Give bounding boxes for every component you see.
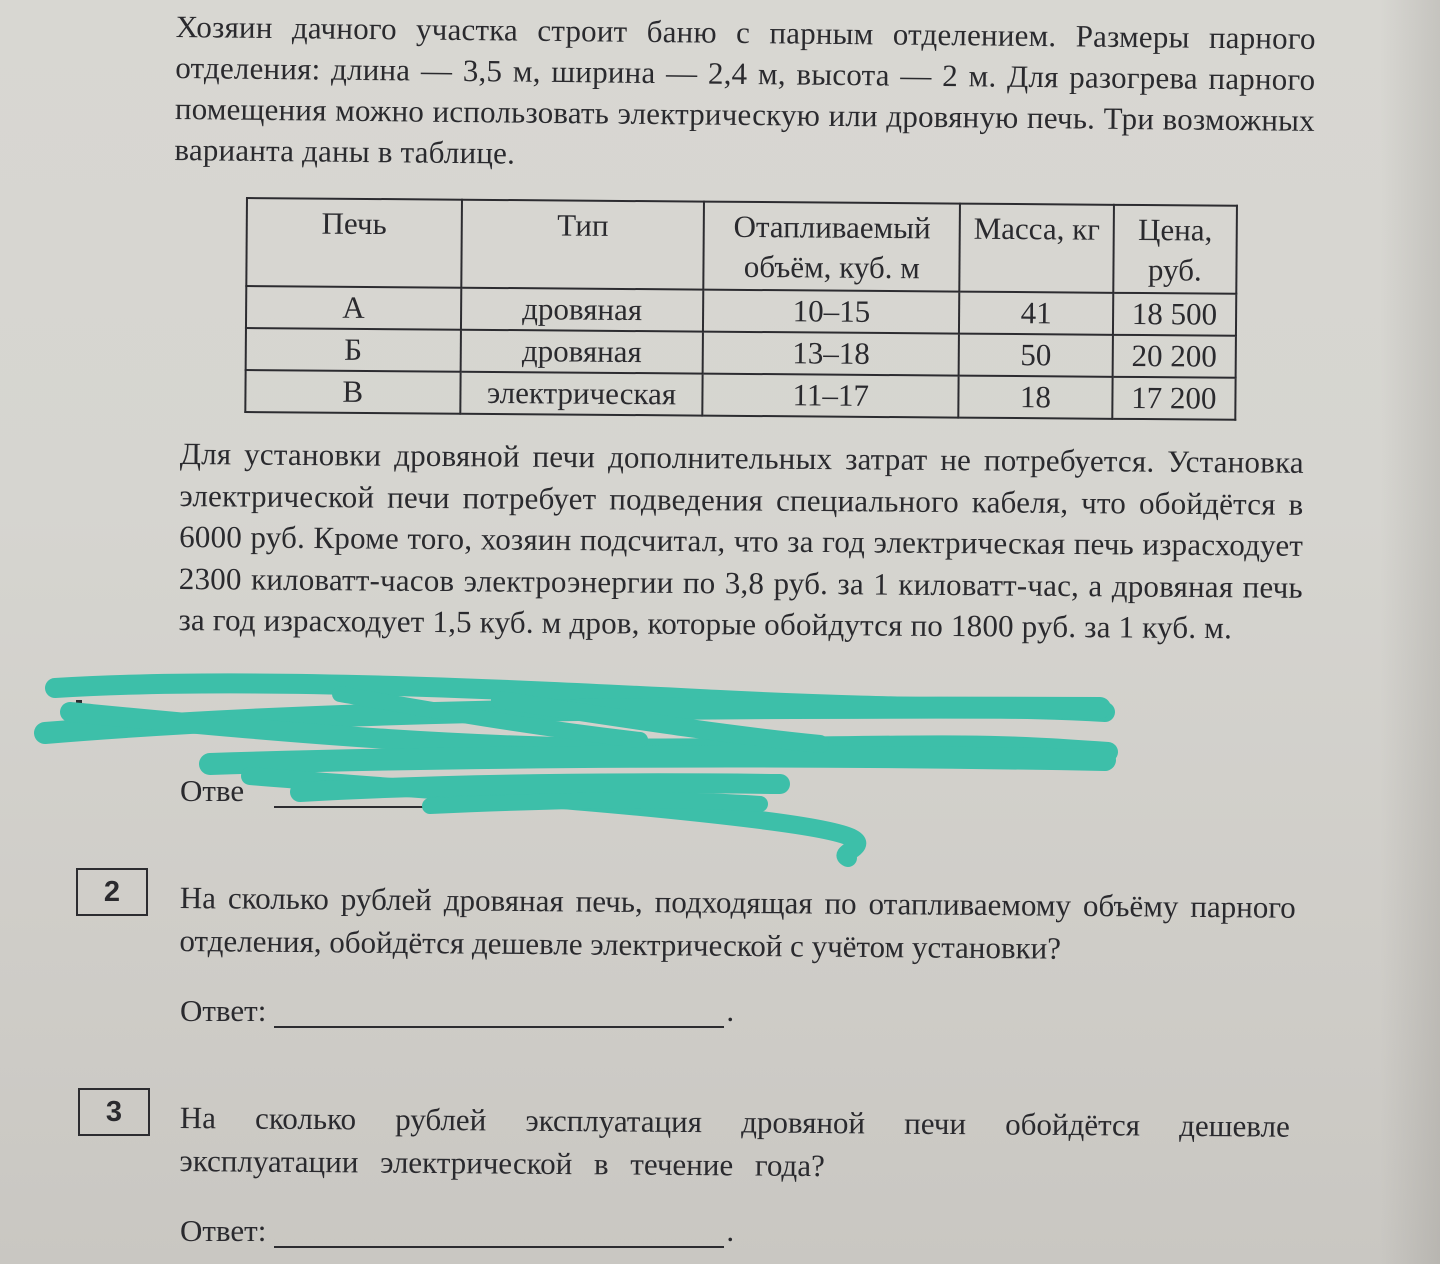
cell-mass: 50	[959, 334, 1113, 377]
header-volume: Отапливаемый объём, куб. м	[704, 202, 961, 292]
task2-question: На сколько рублей дровяная печь, подходящая по отапливаемому объёму парного отделения, обойдётся дешевле электрической с учётом установки?	[179, 879, 1296, 966]
task1-box-edge	[76, 700, 82, 730]
cell-volume: 11–17	[703, 374, 959, 418]
cell-stove: Б	[246, 328, 461, 372]
cell-volume: 13–18	[703, 332, 959, 376]
task2-answer-dot: .	[726, 993, 735, 1028]
page-edge-shadow	[1380, 0, 1440, 1264]
task3-question: На сколько рублей эксплуатация дровяной печи обойдётся дешевле эксплуатации электрической в течение года?	[179, 1099, 1290, 1184]
problem-conditions: Для установки дровяной печи дополнительных затрат не потребуется. Установка электрической печи потребует подведения специального кабеля, что обойдётся в 6000 руб. Кроме того, хозяин подсчитал, что за год электрическая печь израсходует 2300 киловатт-часов электроэнергии по 3,8 руб. за 1 киловатт-час, а дровяная печь за год израсходует 1,5 куб. м дров, которые обойдутся по 1800 руб. за 1 куб. м.	[178, 435, 1304, 646]
cell-price: 17 200	[1112, 377, 1236, 420]
task3-answer	[180, 1214, 734, 1248]
cell-price: 20 200	[1112, 335, 1236, 378]
cell-type: дровяная	[461, 288, 704, 332]
header-mass: Масса, кг	[960, 204, 1114, 293]
task3-answer-label: Ответ:	[180, 1213, 267, 1248]
task1-answer	[180, 774, 734, 808]
task1-fragment: .	[1030, 716, 1038, 751]
task2-answer-line[interactable]	[274, 996, 724, 1028]
task2-answer	[180, 994, 734, 1028]
table-row	[245, 370, 1235, 420]
task3-number-box: 3	[78, 1088, 150, 1136]
cell-type: электрическая	[460, 372, 703, 416]
cell-type: дровяная	[460, 330, 703, 374]
task1-answer-label: Отве	[180, 773, 245, 808]
cell-volume: 10–15	[703, 290, 959, 334]
cell-stove: А	[246, 286, 461, 330]
task2-answer-label: Ответ:	[180, 993, 267, 1028]
header-stove: Печь	[246, 198, 461, 288]
task1-answer-line[interactable]	[274, 776, 734, 808]
problem-intro: Хозяин дачного участка строит баню с парным отделением. Размеры парного отделения: длина — 3,5 м, ширина — 2,4 м, высота — 2 м. Для разогрева парного помещения можно использовать электрическую или дровяную печь. Три возможных варианта даны в таблице.	[174, 8, 1316, 171]
cell-price: 18 500	[1113, 293, 1237, 336]
scribble-strokes	[45, 683, 1108, 858]
stove-table	[244, 197, 1238, 421]
cell-mass: 41	[959, 292, 1113, 335]
task2-number-box: 2	[76, 868, 148, 916]
task3-answer-dot: .	[726, 1213, 735, 1248]
header-price: Цена, руб.	[1113, 205, 1237, 294]
header-type: Тип	[461, 200, 704, 290]
table-header-row	[246, 198, 1237, 294]
task3-answer-line[interactable]	[274, 1216, 724, 1248]
cell-stove: В	[245, 370, 460, 414]
cell-mass: 18	[959, 376, 1113, 419]
